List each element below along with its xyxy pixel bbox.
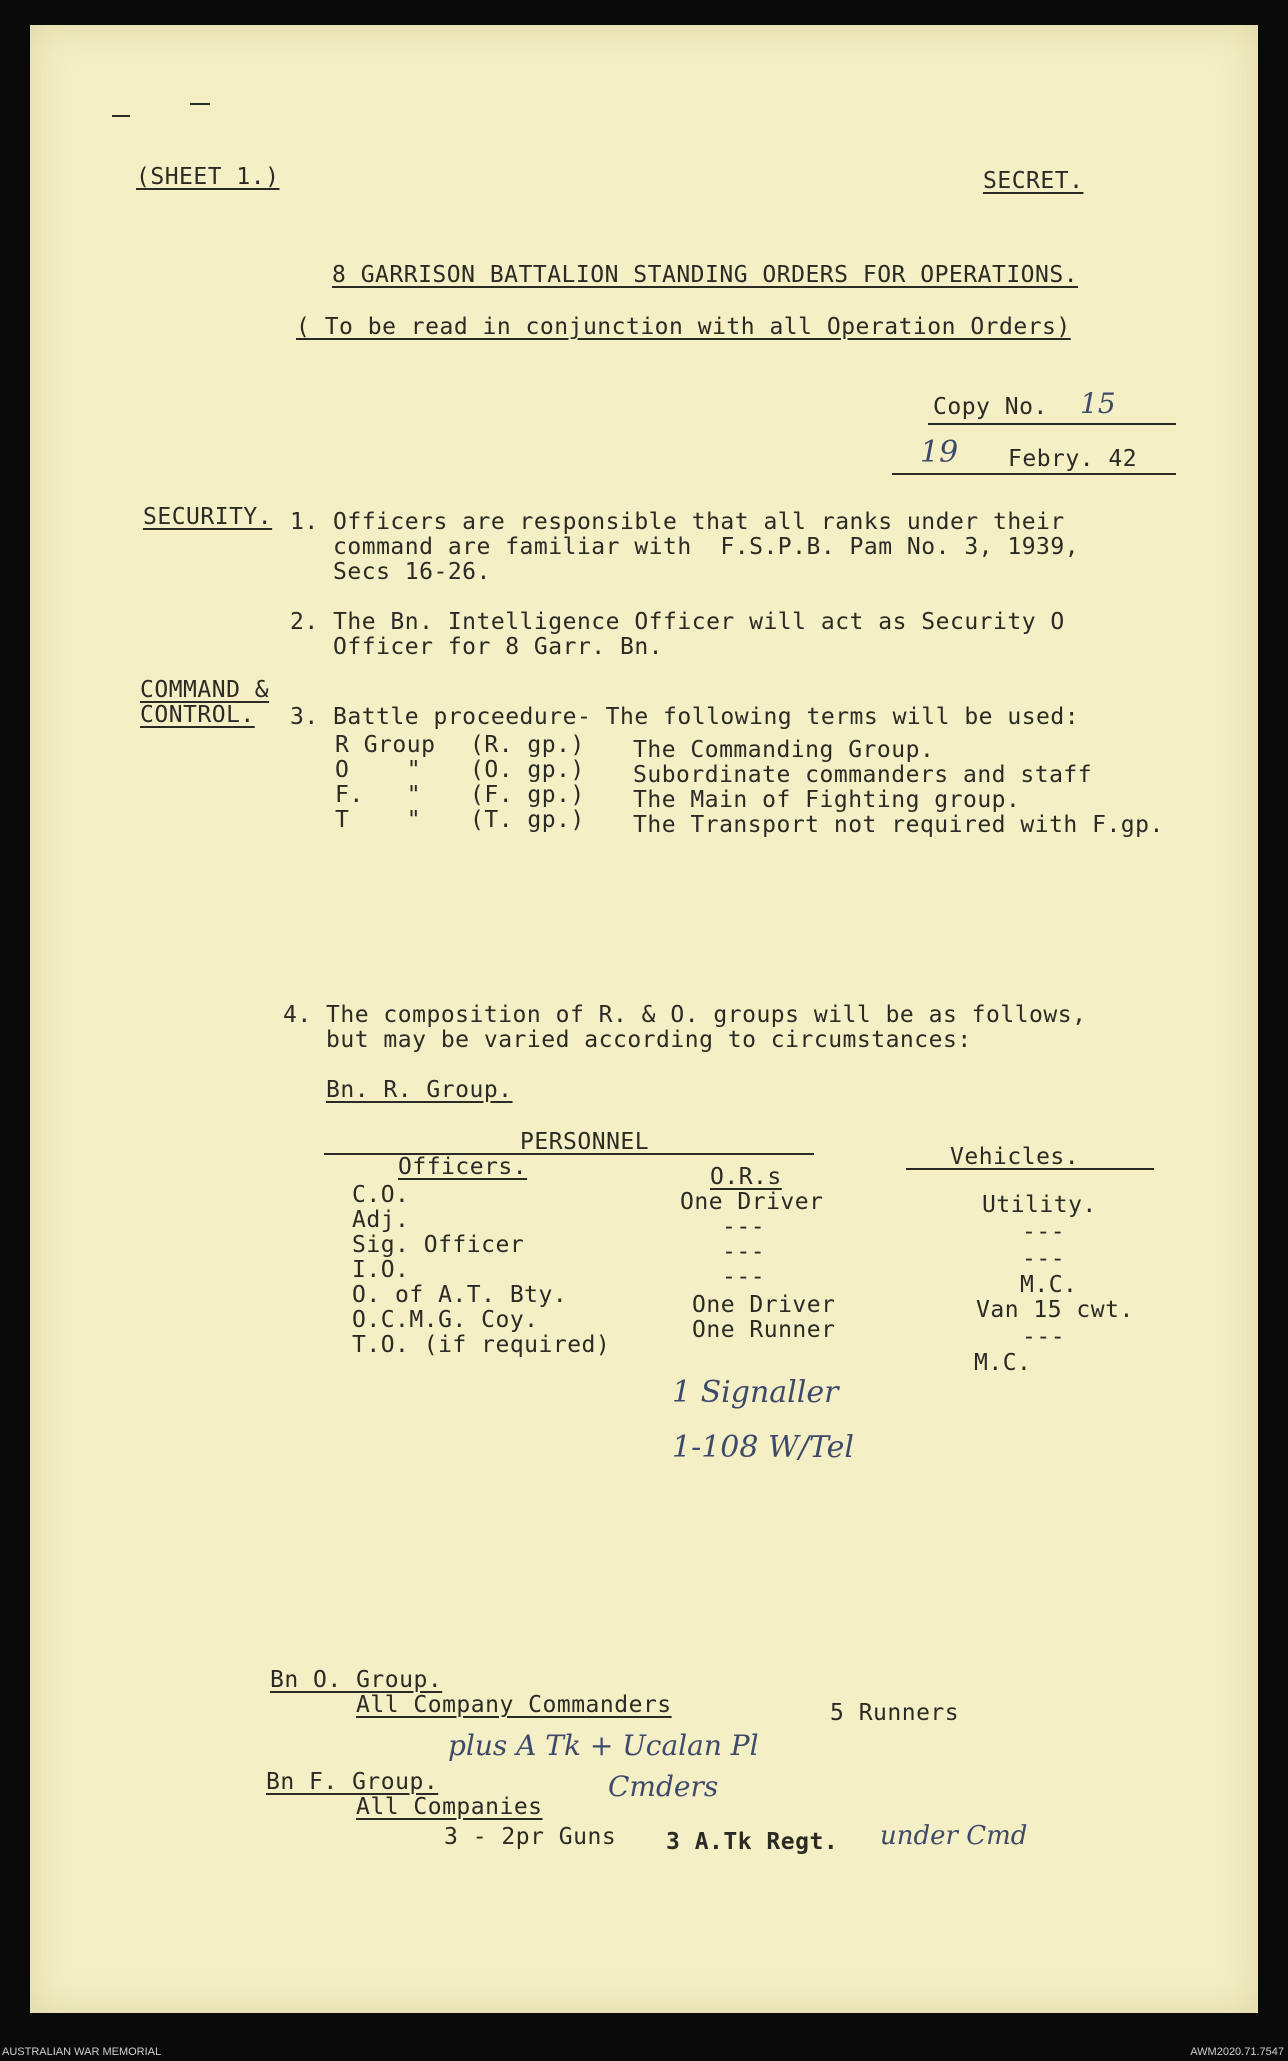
command-heading-line1: COMMAND & (140, 677, 270, 703)
footer-right: AWM2020.71.7547 (1190, 2046, 1284, 2058)
vehicle-entry: --- (1022, 1246, 1066, 1272)
para4-line2: but may be varied according to circumstances: (283, 1027, 972, 1053)
handwritten-f-group-note: under Cmd (880, 1821, 1028, 1851)
or-entry: One Runner (692, 1317, 836, 1343)
officer-entry: Adj. (352, 1207, 410, 1233)
document-subtitle: ( To be read in conjunction with all Operation Orders) (296, 314, 1071, 340)
classification-label: SECRET. (983, 168, 1084, 194)
para4-line1: 4. The composition of R. & O. groups will be as follows, (283, 1002, 1087, 1028)
or-entry: --- (722, 1214, 766, 1240)
copy-label: Copy No. (933, 394, 1048, 420)
or-entry: One Driver (692, 1292, 836, 1318)
handwritten-o-group-note-2: Cmders (608, 1770, 719, 1803)
handwritten-o-group-note: plus A Tk + Ucalan Pl (448, 1729, 759, 1762)
officers-header: Officers. (398, 1154, 528, 1180)
date-underline (892, 473, 1176, 475)
personnel-header: PERSONNEL (520, 1129, 650, 1155)
vehicles-header: Vehicles. (950, 1144, 1080, 1170)
ink-speck (190, 103, 210, 105)
o-group-runners: 5 Runners (830, 1700, 960, 1726)
f-group-line: All Companies (356, 1794, 543, 1820)
o-group-heading: Bn O. Group. (270, 1667, 443, 1693)
o-group-line: All Company Commanders (356, 1692, 672, 1718)
vehicle-entry: --- (1022, 1219, 1066, 1245)
vehicle-entry: M.C. (974, 1350, 1032, 1376)
handwritten-signaller: 1 Signaller (672, 1375, 839, 1410)
date-rest: Febry. 42 (1008, 446, 1138, 472)
officer-entry: O. of A.T. Bty. (352, 1282, 568, 1308)
officer-entry: C.O. (352, 1182, 410, 1208)
document-page: (SHEET 1.) SECRET. 8 GARRISON BATTALION STANDING ORDERS FOR OPERATIONS. ( To be read in conjunction with all Operation Orders) Copy No. 15 19 Febry. 42 SECURITY. 1. Officers are responsible that all ranks under their command are familiar with F.S.P.B. Pam No. 3, 1939, Secs 16-26. 2. The Bn. Intelligence Officer will act as Security O Officer for 8 Garr. Bn. COMMAND & CONTROL. 3. Battle proceedure- The following terms will be used: R Group (R. gp.) The Commanding Group. O " (O. gp.) Subordinate commanders and staff F. " (F. gp.) The Main of Fighting group. T " (T. gp.) The Transport not required with F.gp. 4. The composition of R. & O. groups will be as follows, but may be varied according to circumstances: Bn. R. Group. PERSONNEL Vehicles. Officers. O.R.s C.O. Adj. Sig. Officer I.O. O. of A.T. Bty. O.C.M.G. Coy. T.O. (if required) One Driver --- --- --- One Driver One Runner Utility. --- --- M.C. Van 15 cwt. --- M.C. 1 Signaller 1-108 W/Tel Bn O. Group. All Company Commanders 5 Runners plus A Tk + Ucalan Pl Cmders Bn F. Group. All Companies 3 - 2pr Guns 3 A.Tk Regt. under Cmd (30, 25, 1258, 2013)
f-group-regt: 3 A.Tk Regt. (666, 1829, 839, 1855)
officer-entry: I.O. (352, 1257, 410, 1283)
ink-speck (112, 115, 130, 117)
footer-left: AUSTRALIAN WAR MEMORIAL (2, 2046, 162, 2058)
sheet-label: (SHEET 1.) (136, 164, 280, 190)
command-heading-line2: CONTROL. (140, 702, 255, 728)
date-day: 19 (920, 435, 959, 470)
copy-number: 15 (1080, 387, 1116, 420)
handwritten-wireless: 1-108 W/Tel (672, 1430, 854, 1465)
f-group-guns: 3 - 2pr Guns (444, 1824, 617, 1850)
or-entry: One Driver (680, 1189, 824, 1215)
document-title: 8 GARRISON BATTALION STANDING ORDERS FOR OPERATIONS. (332, 262, 1079, 288)
security-heading: SECURITY. (143, 504, 273, 530)
officer-entry: T.O. (if required) (352, 1332, 611, 1358)
vehicle-entry: Van 15 cwt. (976, 1297, 1134, 1323)
officer-entry: Sig. Officer (352, 1232, 525, 1258)
f-group-heading: Bn F. Group. (266, 1769, 439, 1795)
copy-underline (928, 423, 1176, 425)
ors-header: O.R.s (710, 1164, 782, 1190)
r-group-heading: Bn. R. Group. (326, 1077, 513, 1103)
vehicle-entry: --- (1022, 1324, 1066, 1350)
or-entry: --- (722, 1239, 766, 1265)
battle-procedure-intro: 3. Battle proceedure- The following terms will be used: (290, 704, 1080, 730)
officer-entry: O.C.M.G. Coy. (352, 1307, 539, 1333)
vehicle-entry: Utility. (982, 1192, 1097, 1218)
vehicle-entry: M.C. (1020, 1272, 1078, 1298)
or-entry: --- (722, 1264, 766, 1290)
